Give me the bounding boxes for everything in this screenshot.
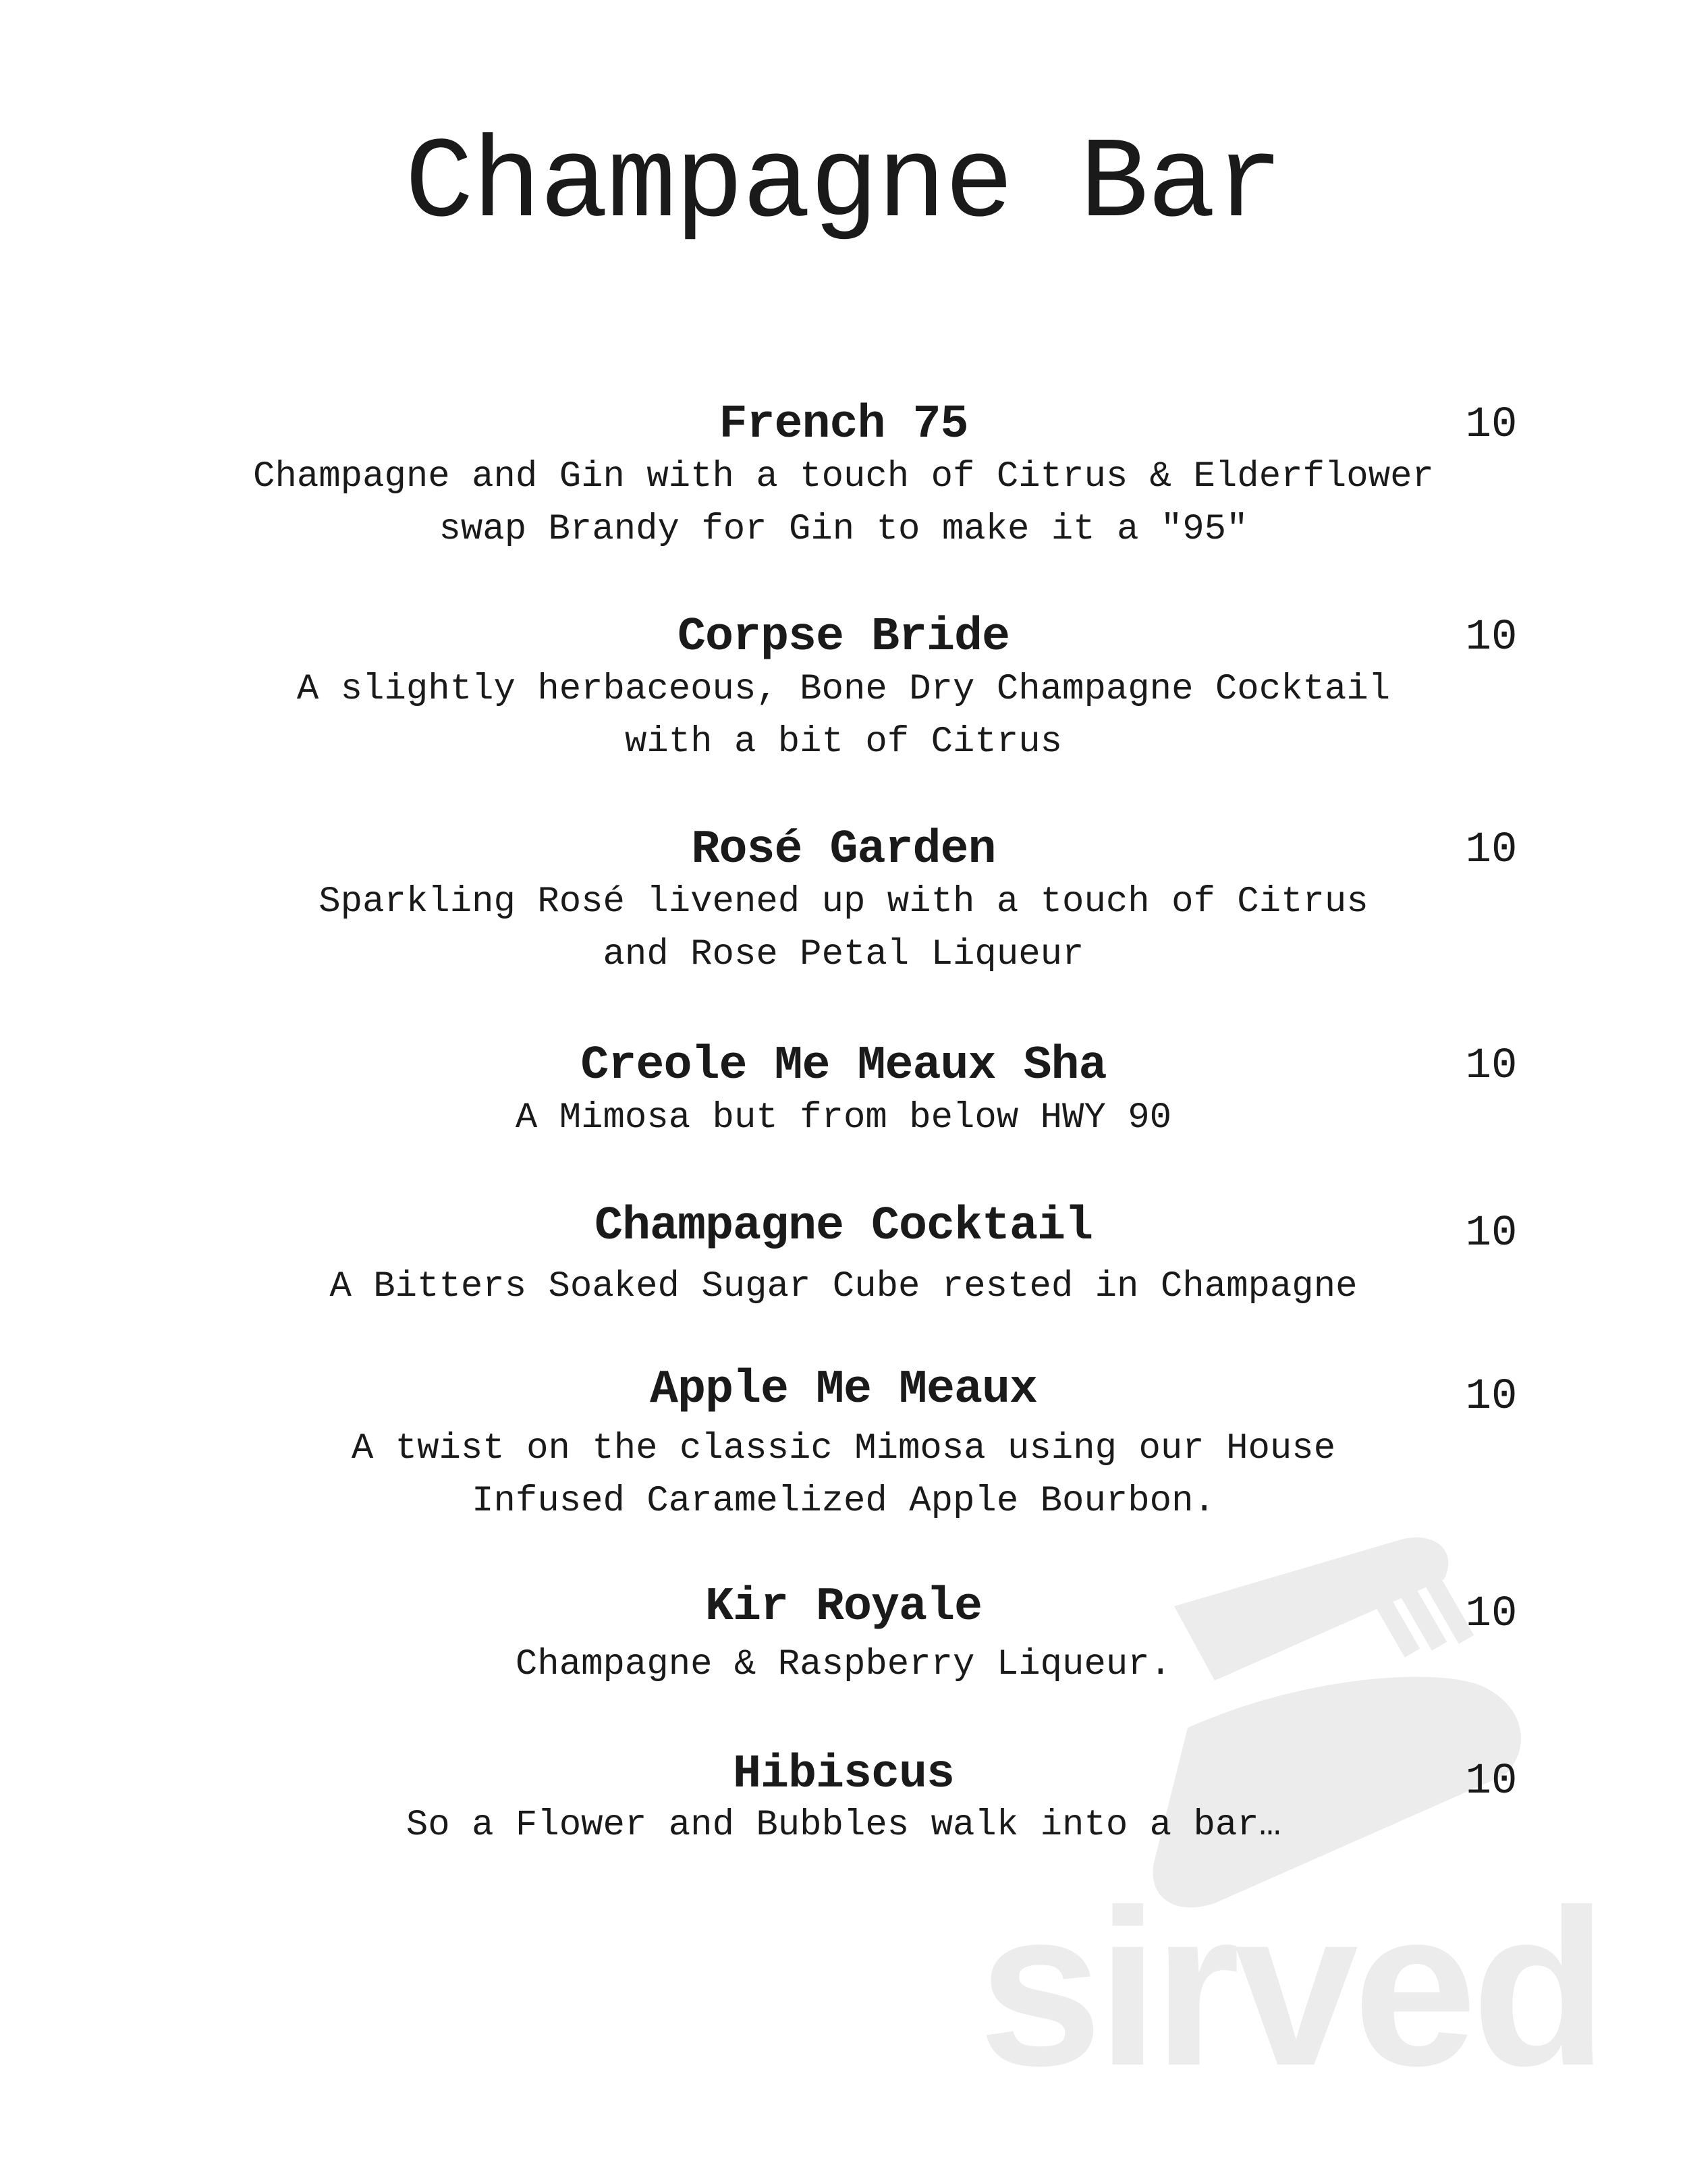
- menu-item-description: A twist on the classic Mimosa using our House Infused Caramelized Apple Bourbon.: [351, 1428, 1336, 1522]
- menu-item-price: 10: [1465, 1590, 1518, 1639]
- menu-item-name: Apple Me Meaux: [649, 1363, 1038, 1417]
- menu-item-description: Sparkling Rosé livened up with a touch of Citrus and Rose Petal Liqueur: [319, 881, 1368, 975]
- menu-item-name: Hibiscus: [732, 1748, 955, 1801]
- menu-item-description: Champagne & Raspberry Liqueur.: [515, 1644, 1172, 1685]
- menu-item-price: 10: [1465, 1042, 1518, 1091]
- watermark-logo-text: sirved: [978, 1863, 1603, 2112]
- menu-item-name: French 75: [719, 398, 968, 452]
- menu-item-description: A slightly herbaceous, Bone Dry Champagne Cocktail with a bit of Citrus: [296, 669, 1391, 763]
- menu-item-description: Champagne and Gin with a touch of Citrus & Elderflower swap Brandy for Gin to make it a "95": [253, 456, 1434, 550]
- menu-item-price: 10: [1465, 401, 1518, 449]
- menu-item-price: 10: [1465, 1373, 1518, 1421]
- menu-item-name: Champagne Cocktail: [594, 1200, 1093, 1253]
- menu-item-price: 10: [1465, 1757, 1518, 1806]
- menu-item-name: Corpse Bride: [677, 611, 1010, 664]
- menu-title: Champagne Bar: [404, 120, 1283, 250]
- menu-item-name: Rosé Garden: [691, 823, 996, 877]
- menu-item-price: 10: [1465, 826, 1518, 875]
- menu-item-price: 10: [1465, 1209, 1518, 1258]
- menu-item-name: Creole Me Meaux Sha: [580, 1039, 1107, 1093]
- menu-item-price: 10: [1465, 613, 1518, 662]
- menu-item-name: Kir Royale: [704, 1581, 983, 1634]
- menu-item-description: So a Flower and Bubbles walk into a bar…: [406, 1805, 1281, 1846]
- menu-item-description: A Mimosa but from below HWY 90: [515, 1097, 1172, 1139]
- menu-item-description: A Bitters Soaked Sugar Cube rested in Champagne: [329, 1266, 1358, 1307]
